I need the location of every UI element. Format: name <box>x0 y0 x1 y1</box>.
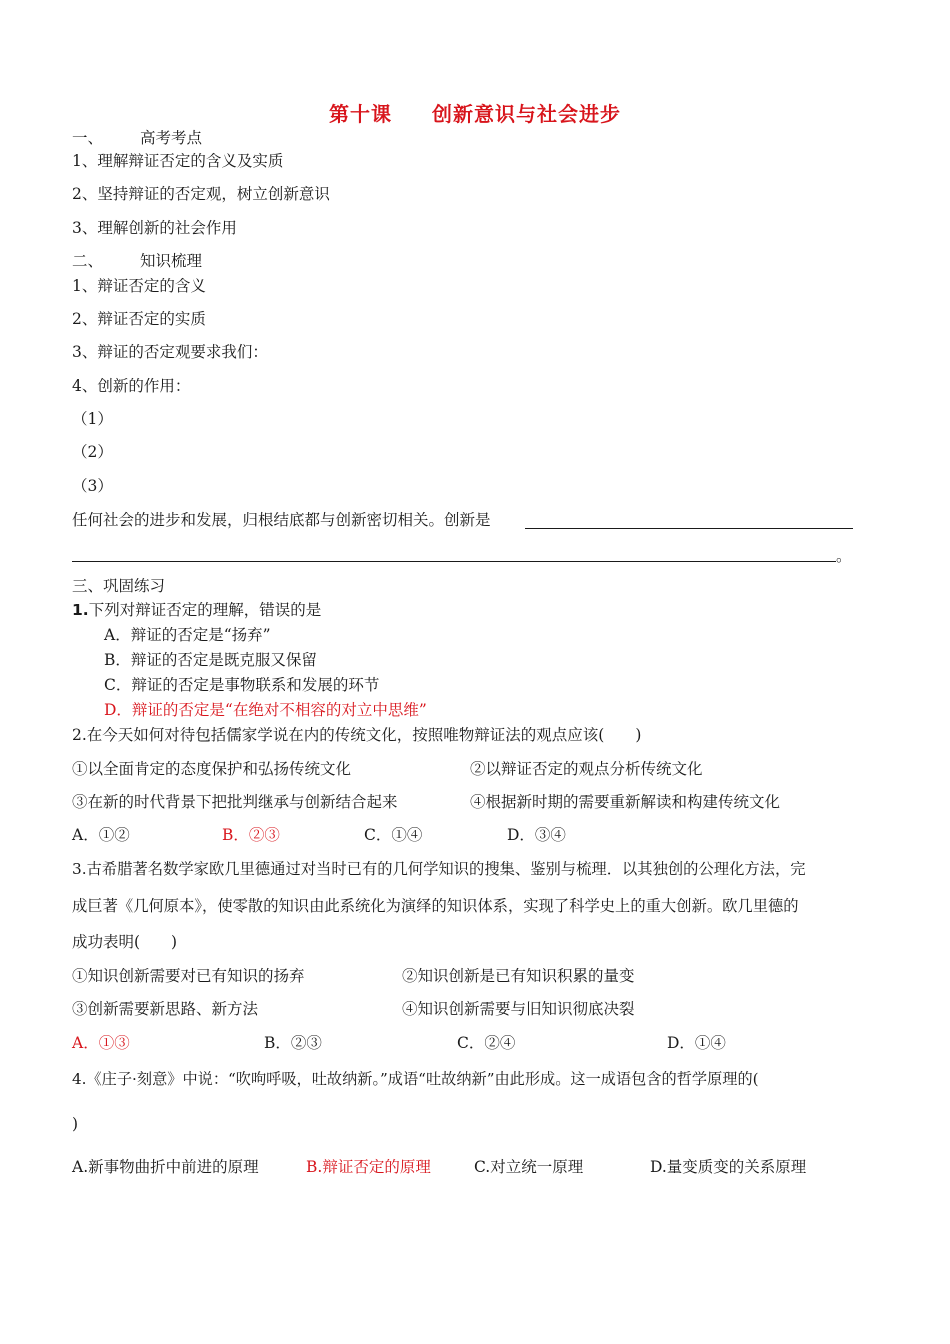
exam-point-1: 1、理解辩证否定的含义及实质 <box>72 152 284 170</box>
q2-statement-1: ①以全面肯定的态度保护和弘扬传统文化 <box>72 760 352 778</box>
lesson-topic: 创新意识与社会进步 <box>432 102 621 126</box>
q3-statement-2: ②知识创新是已有知识积累的量变 <box>402 967 635 985</box>
q1-number: 1. <box>72 601 89 619</box>
exam-point-2: 2、坚持辩证的否定观，树立创新意识 <box>72 185 330 203</box>
lesson-number: 第十课 <box>329 102 392 126</box>
q3-statement-3: ③创新需要新思路、新方法 <box>72 1000 259 1018</box>
q2-statement-4: ④根据新时期的需要重新解读和构建传统文化 <box>470 793 781 811</box>
section1-heading: 高考考点 <box>140 129 203 147</box>
q3-stem-line-1: 3.古希腊著名数学家欧几里德通过对当时已有的几何学知识的搜集、鉴别与梳理．以其独创的公理化方法，完 <box>72 860 806 878</box>
q1-stem <box>72 600 321 620</box>
knowledge-item-2: 2、辩证否定的实质 <box>72 310 206 328</box>
q3-statement-4: ④知识创新需要与旧知识彻底决裂 <box>402 1000 635 1018</box>
fill-end-mark: 。 <box>836 547 852 565</box>
q4-stem-line-2: ) <box>72 1115 79 1133</box>
section2-num: 二、 <box>72 252 104 270</box>
q2-option-b-answer[interactable]: B．②③ <box>222 826 280 844</box>
sub-item-1: （1） <box>72 410 113 428</box>
q2-option-a[interactable]: A．①② <box>72 826 130 844</box>
fill-blank-line-2[interactable] <box>72 561 836 562</box>
q2-stem: 2.在今天如何对待包括儒家学说在内的传统文化，按照唯物辩证法的观点应该( ) <box>72 726 642 744</box>
sub-item-2: （2） <box>72 443 113 461</box>
fill-blank-line-1[interactable] <box>525 528 853 529</box>
q3-option-a-answer[interactable]: A．①③ <box>72 1034 130 1052</box>
knowledge-item-4: 4、创新的作用： <box>72 377 191 395</box>
knowledge-item-3: 3、辩证的否定观要求我们： <box>72 343 268 361</box>
page-title <box>0 98 950 127</box>
sub-item-3: （3） <box>72 477 113 495</box>
q4-option-a[interactable]: A.新事物曲折中前进的原理 <box>72 1158 259 1176</box>
q1-option-c[interactable]: C．辩证的否定是事物联系和发展的环节 <box>104 676 380 694</box>
q3-stem-line-2: 成巨著《几何原本》，使零散的知识由此系统化为演绎的知识体系，实现了科学史上的重大创新。欧几里德的 <box>72 897 799 915</box>
q4-stem-line-1: 4.《庄子·刻意》中说：“吹呴呼吸，吐故纳新。”成语“吐故纳新”由此形成。这一成语包含的哲学原理的( <box>72 1070 759 1088</box>
q1-option-b[interactable]: B．辩证的否定是既克服又保留 <box>104 651 317 669</box>
q3-option-c[interactable]: C．②④ <box>457 1034 516 1052</box>
exam-point-3: 3、理解创新的社会作用 <box>72 219 237 237</box>
q2-option-d[interactable]: D．③④ <box>507 826 566 844</box>
q2-option-c[interactable]: C．①④ <box>364 826 423 844</box>
section1-num: 一、 <box>72 129 104 147</box>
q2-statement-2: ②以辩证否定的观点分析传统文化 <box>470 760 703 778</box>
q1-option-d-answer[interactable]: D．辩证的否定是“在绝对不相容的对立中思维” <box>104 701 427 719</box>
q1-stem-text: 下列对辩证否定的理解，错误的是 <box>88 601 322 619</box>
q2-statement-3: ③在新的时代背景下把批判继承与创新结合起来 <box>72 793 398 811</box>
q3-statement-1: ①知识创新需要对已有知识的扬弃 <box>72 967 305 985</box>
q1-option-a[interactable]: A．辩证的否定是“扬弃” <box>104 626 271 644</box>
fill-in-text: 任何社会的进步和发展，归根结底都与创新密切相关。创新是 <box>72 511 491 529</box>
section3-heading: 三、巩固练习 <box>72 577 166 595</box>
q4-option-d[interactable]: D.量变质变的关系原理 <box>650 1158 807 1176</box>
q4-option-c[interactable]: C.对立统一原理 <box>474 1158 584 1176</box>
q3-stem-line-3: 成功表明( ) <box>72 933 178 951</box>
q3-option-b[interactable]: B．②③ <box>264 1034 322 1052</box>
section2-heading: 知识梳理 <box>140 252 203 270</box>
knowledge-item-1: 1、辩证否定的含义 <box>72 277 206 295</box>
q4-option-b-answer[interactable]: B.辩证否定的原理 <box>306 1158 431 1176</box>
q3-option-d[interactable]: D．①④ <box>667 1034 726 1052</box>
